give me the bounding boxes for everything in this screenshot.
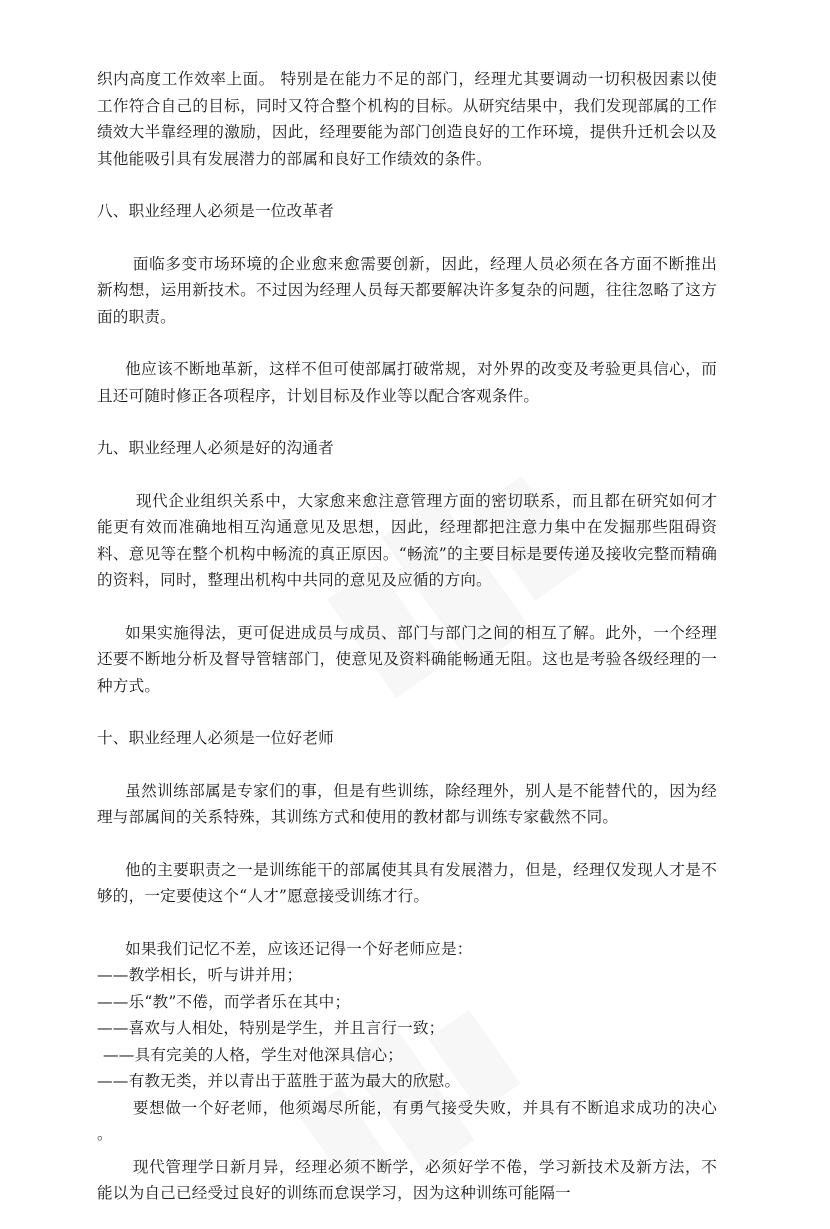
document-body xyxy=(97,66,717,1207)
list-item: ——喜欢与人相处，特别是学生，并且言行一致； xyxy=(97,1019,445,1037)
paragraph: 现代管理学日新月异，经理必须不断学，必须好学不倦，学习新技术及新方法，不能以为自己已经受过良好的训练而怠误学习，因为这种训练可能隔一 xyxy=(97,1157,717,1202)
section-heading-reformer: 八、职业经理人必须是一位改革者 xyxy=(97,202,334,220)
paragraph: 他的主要职责之一是训练能干的部属使其具有发展潜力，但是，经理仅发现人才是不够的，一定要使这个“人才”愿意接受训练才行。 xyxy=(97,860,717,905)
paragraph: 他应该不断地革新，这样不但可使部属打破常规，对外界的改变及考验更具信心，而且还可随时修正各项程序，计划目标及作业等以配合客观条件。 xyxy=(97,360,717,405)
intro-paragraph: 织内高度工作效率上面。 特别是在能力不足的部门，经理尤其要调动一切积极因素以使工作符合自己的目标，同时又符合整个机构的目标。从研究结果中，我们发现部属的工作绩效大半靠经理的激励，因此，经理要能为部门创造良好的工作环境，提供升迁机会以及其他能吸引具有发展潜力的部属和良好工作绩效的条件。 xyxy=(97,70,717,168)
paragraph: 现代企业组织关系中，大家愈来愈注意管理方面的密切联系，而且都在研究如何才能更有效而准确地相互沟通意见及思想，因此，经理都把注意力集中在发掘那些阻碍资料、意见等在整个机构中畅流的真正原因。“畅流”的主要目标是要传递及接收完整而精确的资料，同时，整理出机构中共同的意见及应循的方向。 xyxy=(97,491,717,589)
list-item: ——乐“教”不倦，而学者乐在其中； xyxy=(97,992,351,1011)
list-item: ——具有完美的人格，学生对他深具信心； xyxy=(103,1045,404,1064)
section-heading-communicator: 九、职业经理人必须是好的沟通者 xyxy=(97,439,334,457)
teacher-list-intro: 如果我们记忆不差，应该还记得一个好老师应是： xyxy=(125,939,473,958)
section-heading-teacher: 十、职业经理人必须是一位好老师 xyxy=(97,729,334,747)
paragraph: 如果实施得法，更可促进成员与成员、部门与部门之间的相互了解。此外，一个经理还要不断地分析及督导管辖部门，使意见及资料确能畅通无阻。这也是考验各级经理的一种方式。 xyxy=(97,623,717,695)
paragraph: 面临多变市场环境的企业愈来愈需要创新，因此，经理人员必须在各方面不断推出新构想，运用新技术。不过因为经理人员每天都要解决许多复杂的问题，往往忽略了这方面的职责。 xyxy=(97,254,717,326)
teacher-qualities-list xyxy=(97,962,717,1095)
list-item: ——有教无类，并以青出于蓝胜于蓝为最大的欣慰。 xyxy=(97,1072,461,1090)
paragraph: 要想做一个好老师，他须竭尽所能，有勇气接受失败，并具有不断追求成功的决心 。 xyxy=(97,1098,717,1143)
paragraph: 虽然训练部属是专家们的事，但是有些训练，除经理外，别人是不能替代的，因为经理与部属间的关系特殊，其训练方式和使用的教材都与训练专家截然不同。 xyxy=(97,781,717,826)
list-item: ——教学相长，听与讲并用； xyxy=(97,966,303,984)
